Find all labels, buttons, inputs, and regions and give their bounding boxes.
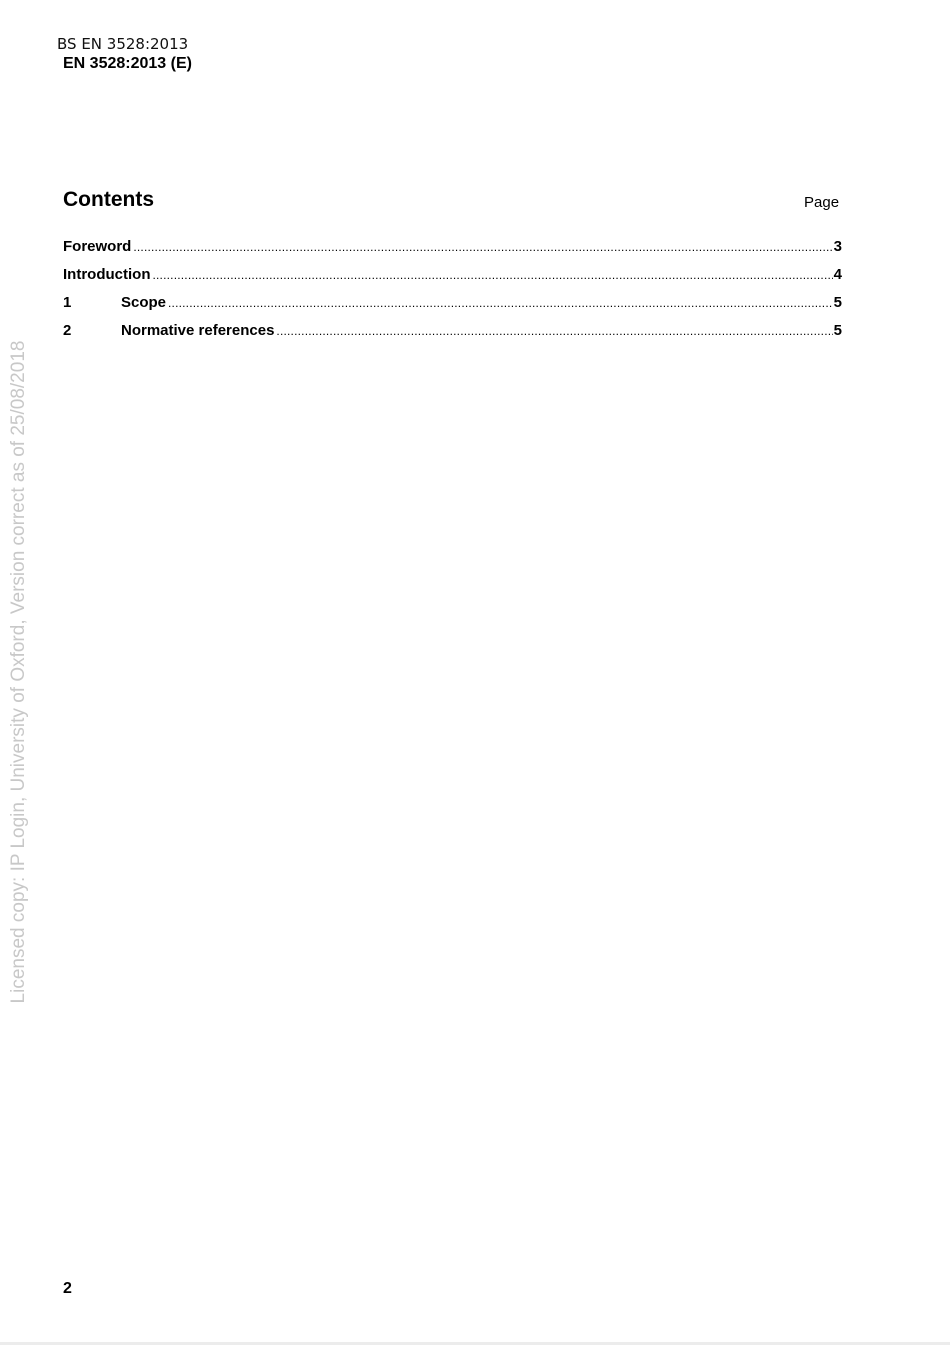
toc-entry-scope[interactable] [63, 294, 842, 322]
page-number: 2 [63, 1280, 72, 1297]
contents-heading: Contents [63, 188, 154, 211]
toc-entry-foreword[interactable] [63, 238, 842, 266]
dot-leader [152, 266, 832, 284]
toc-entry-number: 1 [63, 294, 72, 311]
dot-leader [168, 294, 833, 312]
toc-entry-page: 5 [833, 294, 842, 311]
toc-entry-introduction[interactable] [63, 266, 842, 294]
page-column-label: Page [804, 194, 840, 211]
dot-leader [133, 238, 832, 256]
toc-entry-title: Foreword [63, 238, 132, 255]
toc-entry-title: Normative references [121, 322, 275, 339]
toc-entry-title: Introduction [63, 266, 151, 283]
license-watermark: Licensed copy: IP Login, University of Oxford, Version correct as of 25/08/2018 [8, 340, 29, 1004]
bs-standard-number: BS EN 3528:2013 [57, 35, 189, 53]
toc-entry-page: 3 [833, 238, 842, 255]
dot-leader [276, 322, 832, 340]
en-standard-number: EN 3528:2013 (E) [63, 55, 192, 72]
toc-entry-page: 5 [833, 322, 842, 339]
toc-entry-page: 4 [833, 266, 842, 283]
table-of-contents [63, 238, 842, 350]
toc-entry-title: Scope [121, 294, 167, 311]
toc-entry-normative-references[interactable] [63, 322, 842, 350]
toc-entry-number: 2 [63, 322, 72, 339]
